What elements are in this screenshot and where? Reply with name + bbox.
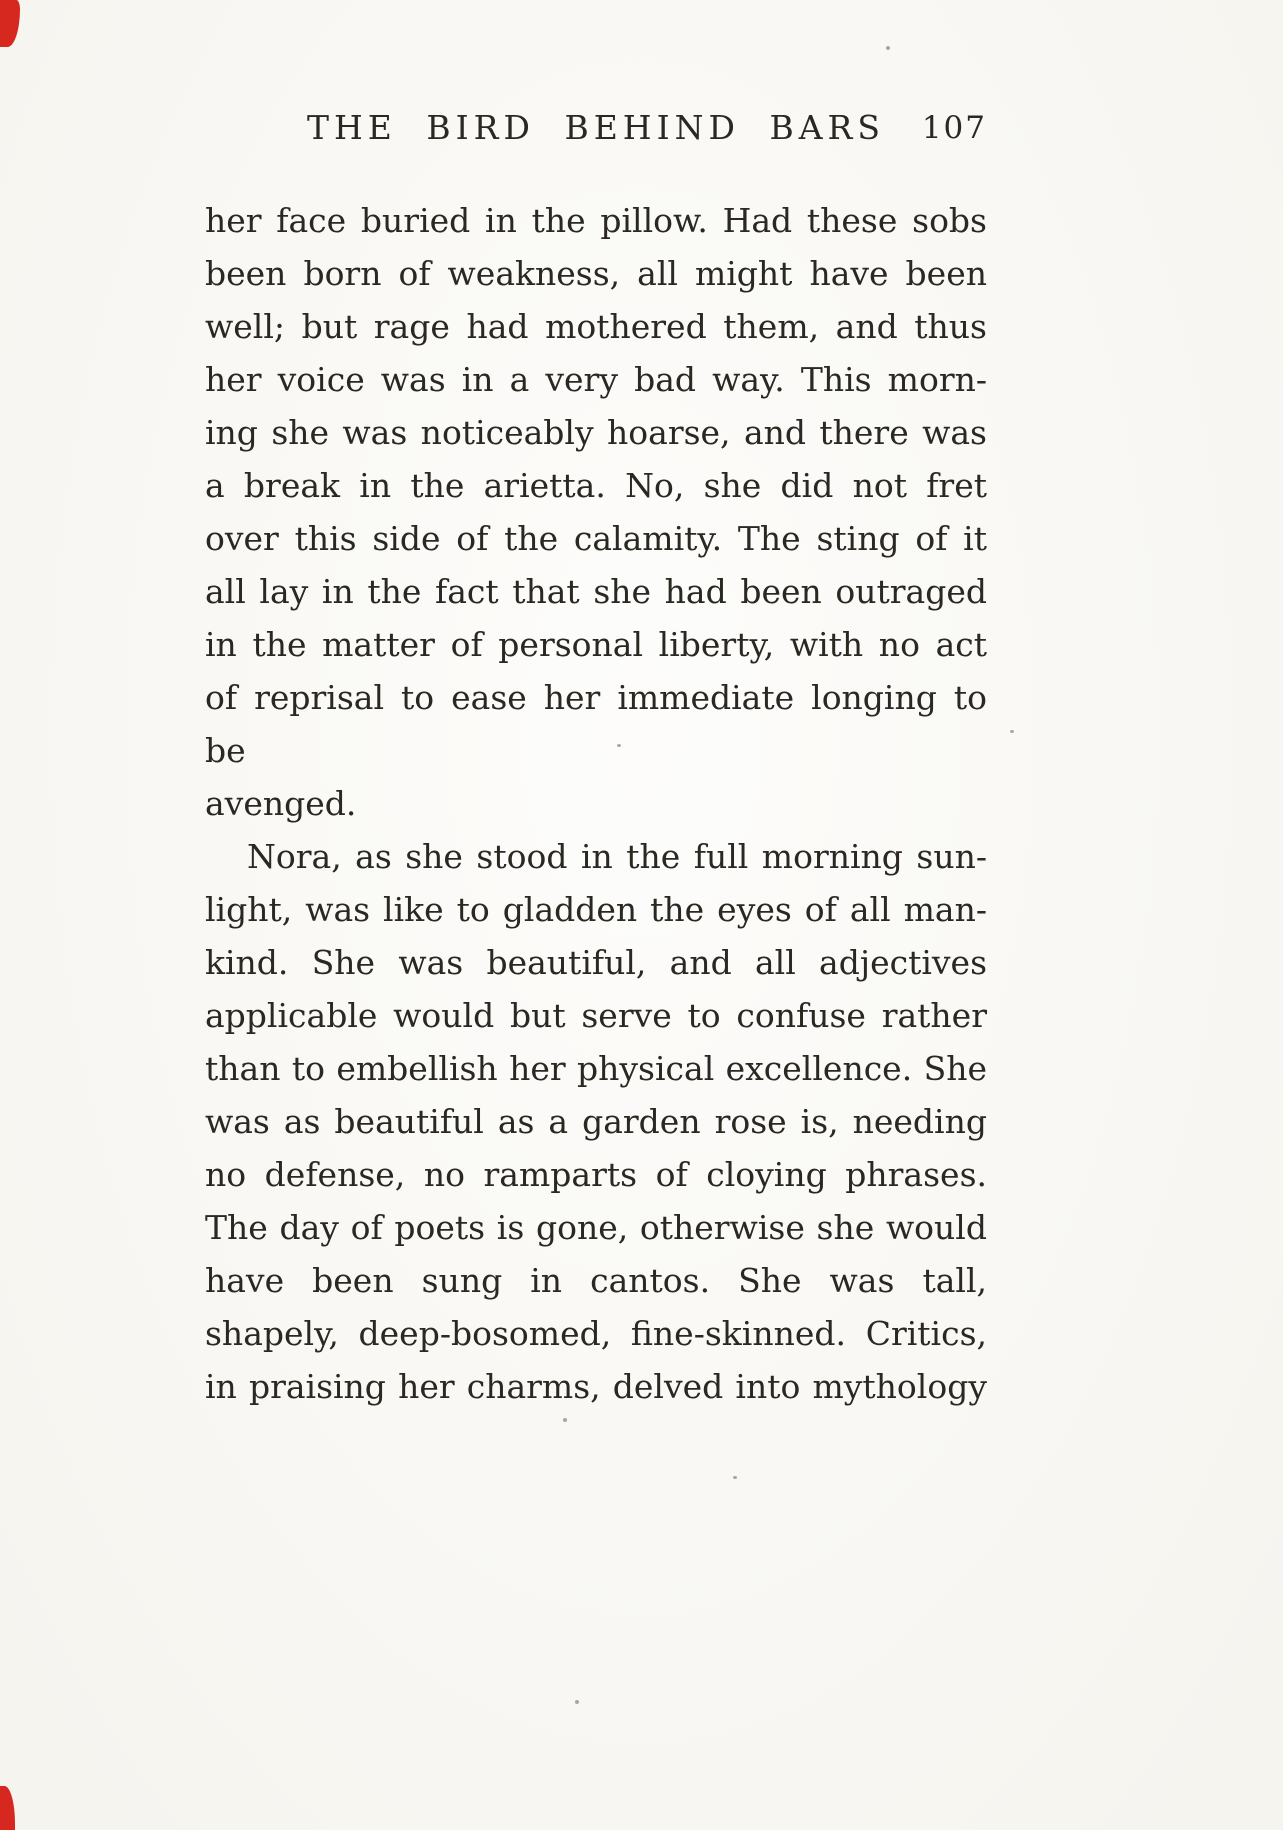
- page-number: 107: [921, 110, 987, 146]
- text-line: in the matter of personal liberty, with no act: [205, 625, 987, 664]
- text-line: been born of weakness, all might have been: [205, 254, 987, 293]
- scan-speck: [733, 1476, 737, 1479]
- text-line: all lay in the fact that she had been outraged: [205, 572, 987, 611]
- scan-speck: [563, 1418, 567, 1422]
- text-line: well; but rage had mothered them, and thus: [205, 307, 987, 346]
- scan-speck: [886, 46, 890, 50]
- text-line: a break in the arietta. No, she did not fret: [205, 466, 987, 505]
- text-line: have been sung in cantos. She was tall,: [205, 1261, 987, 1300]
- text-line: over this side of the calamity. The sting of it: [205, 519, 987, 558]
- text-line: her voice was in a very bad way. This morn-: [205, 360, 987, 399]
- text-line: applicable would but serve to confuse rather: [205, 996, 987, 1035]
- scan-speck: [1010, 730, 1014, 733]
- text-line: The day of poets is gone, otherwise she would: [205, 1208, 987, 1247]
- text-line: light, was like to gladden the eyes of all man-: [205, 890, 987, 929]
- text-line: in praising her charms, delved into mythology: [205, 1367, 987, 1406]
- chapter-title: THE BIRD BEHIND BARS: [307, 108, 885, 147]
- text-line: of reprisal to ease her immediate longing to be: [205, 678, 987, 770]
- text-line: Nora, as she stood in the full morning sun-: [247, 837, 987, 876]
- scan-speck: [575, 1700, 579, 1704]
- text-line: kind. She was beautiful, and all adjectives: [205, 943, 987, 982]
- binding-edge-bottom: [0, 1786, 15, 1830]
- text-column: [205, 108, 987, 1413]
- running-header: [205, 108, 987, 156]
- text-line: than to embellish her physical excellence. She: [205, 1049, 987, 1088]
- text-line: shapely, deep-bosomed, fine-skinned. Critics,: [205, 1314, 987, 1353]
- text-line: avenged.: [205, 784, 357, 823]
- text-line: her face buried in the pillow. Had these sobs: [205, 201, 987, 240]
- binding-edge-top: [0, 0, 20, 47]
- text-line: no defense, no ramparts of cloying phrases.: [205, 1155, 987, 1194]
- page-text: [205, 194, 987, 1413]
- text-line: was as beautiful as a garden rose is, needing: [205, 1102, 987, 1141]
- text-line: ing she was noticeably hoarse, and there was: [205, 413, 987, 452]
